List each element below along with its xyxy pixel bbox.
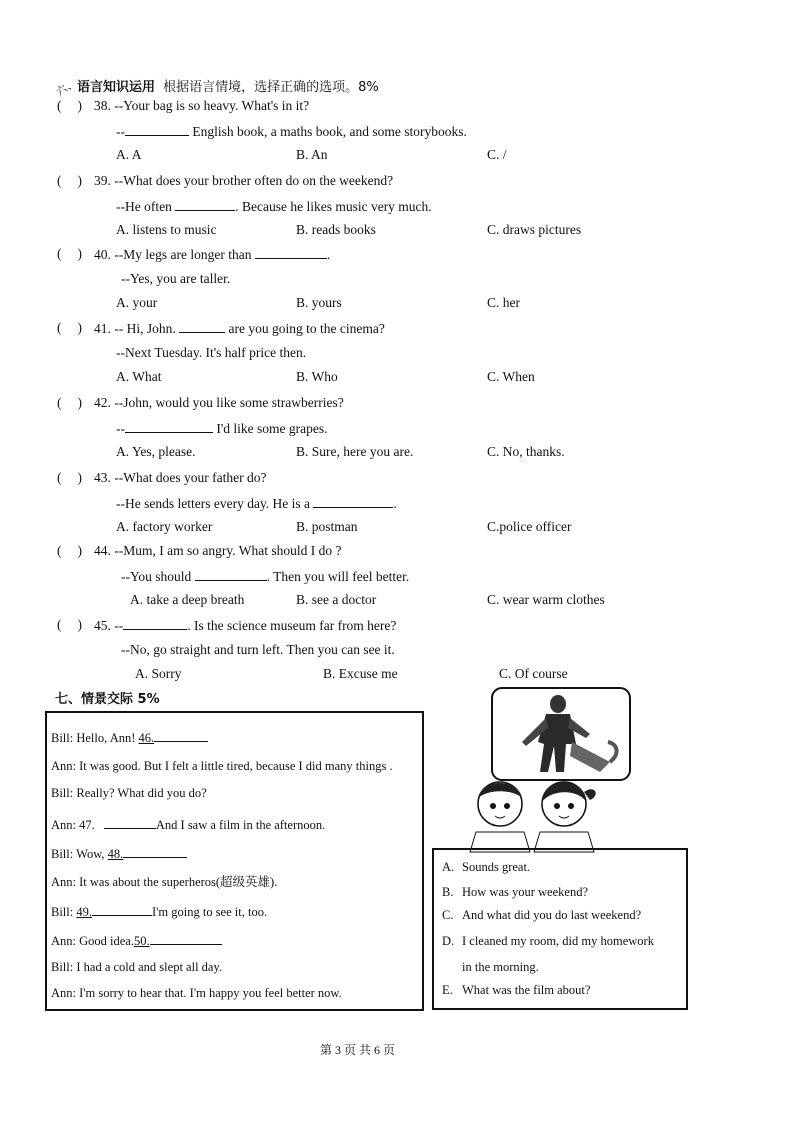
answer-blank[interactable] bbox=[125, 420, 213, 433]
section-title: 语言知识运用 bbox=[77, 80, 156, 95]
choice-text: I cleaned my room, did my homework bbox=[462, 934, 654, 948]
question-number: 42. bbox=[94, 395, 111, 410]
paren-open: ( bbox=[57, 617, 62, 632]
option-c[interactable]: C. When bbox=[487, 369, 535, 384]
answer-paren[interactable] bbox=[57, 98, 82, 114]
paren-close: ) bbox=[77, 617, 82, 632]
paren-open: ( bbox=[57, 470, 62, 485]
question-number: 43. bbox=[94, 470, 111, 485]
paren-close: ) bbox=[77, 395, 82, 410]
question-number: 40. bbox=[94, 247, 111, 262]
answer-blank[interactable] bbox=[154, 729, 208, 742]
dialog-text: Really? What did you do? bbox=[76, 786, 207, 800]
question-text: --John, would you like some strawberries? bbox=[114, 395, 344, 410]
response-line bbox=[121, 642, 395, 658]
answer-paren[interactable] bbox=[57, 395, 82, 411]
choice-a bbox=[442, 860, 530, 875]
option-b[interactable]: B. see a doctor bbox=[296, 592, 377, 607]
paren-open: ( bbox=[57, 320, 62, 335]
answer-paren[interactable] bbox=[57, 320, 82, 336]
response-line bbox=[121, 271, 230, 287]
dialog-text: I'm sorry to hear that. I'm happy you feel better now. bbox=[79, 986, 342, 1000]
response-pre: -- bbox=[116, 421, 125, 436]
option-b[interactable]: B. An bbox=[296, 147, 328, 162]
speaker: Ann: bbox=[51, 934, 76, 948]
choice-letter: A. bbox=[442, 860, 455, 874]
paren-open: ( bbox=[57, 543, 62, 558]
dialog-line bbox=[51, 816, 325, 833]
question-41 bbox=[94, 320, 385, 337]
choice-letter: C. bbox=[442, 908, 454, 922]
response-line bbox=[116, 198, 432, 215]
answer-paren[interactable] bbox=[57, 246, 82, 262]
paren-close: ) bbox=[77, 470, 82, 485]
dialog-text: 47. bbox=[79, 818, 98, 832]
option-c[interactable]: C. wear warm clothes bbox=[487, 592, 605, 607]
choice-text: Sounds great. bbox=[462, 860, 531, 874]
choice-letter: D. bbox=[442, 934, 455, 948]
response-post: I'd like some grapes. bbox=[213, 421, 328, 436]
dialog-line bbox=[51, 786, 207, 801]
paren-open: ( bbox=[57, 98, 62, 113]
dialog-line bbox=[51, 729, 208, 746]
option-a[interactable]: A. listens to music bbox=[116, 222, 217, 237]
speaker: Bill: bbox=[51, 786, 74, 800]
dialog-line bbox=[51, 759, 393, 774]
question-39 bbox=[94, 173, 393, 189]
choice-text: What was the film about? bbox=[462, 983, 591, 997]
section-title: 七、情景交际 5% bbox=[55, 692, 160, 707]
page-number: 第 3 页 共 6 页 bbox=[320, 1043, 396, 1057]
choice-text: How was your weekend? bbox=[462, 885, 589, 899]
dialog-text: Hello, Ann! bbox=[76, 731, 139, 745]
choice-letter: E. bbox=[442, 983, 453, 997]
paren-close: ) bbox=[77, 543, 82, 558]
dialog-choices-box bbox=[432, 848, 688, 1010]
paren-close: ) bbox=[77, 320, 82, 335]
answer-blank[interactable] bbox=[179, 320, 225, 333]
answer-paren[interactable] bbox=[57, 173, 82, 189]
answer-blank[interactable] bbox=[125, 123, 189, 136]
blank-number: 49. bbox=[76, 905, 92, 919]
answer-paren[interactable] bbox=[57, 543, 82, 559]
option-b[interactable]: B. Who bbox=[296, 369, 338, 384]
dialog-line bbox=[51, 986, 342, 1001]
speaker: Ann: bbox=[51, 875, 76, 889]
paren-open: ( bbox=[57, 395, 62, 410]
choice-e bbox=[442, 983, 590, 998]
response-line bbox=[116, 495, 397, 512]
question-number: 44. bbox=[94, 543, 111, 558]
response-pre: --He sends letters every day. He is a bbox=[116, 496, 314, 511]
answer-paren[interactable] bbox=[57, 617, 82, 633]
response-line bbox=[116, 123, 467, 140]
question-number: 45. bbox=[94, 618, 111, 633]
response-pre: --Yes, you are taller. bbox=[121, 271, 231, 286]
speaker: Ann: bbox=[51, 818, 76, 832]
option-c[interactable]: C. / bbox=[487, 147, 507, 162]
paren-close: ) bbox=[77, 173, 82, 188]
question-number: 41. bbox=[94, 321, 111, 336]
dialog-text: Good idea. bbox=[79, 934, 134, 948]
option-b[interactable]: B. Sure, here you are. bbox=[296, 444, 414, 459]
answer-blank[interactable] bbox=[175, 198, 235, 211]
dialog-text: It was about the superheros(超级英雄). bbox=[79, 875, 278, 889]
answer-paren[interactable] bbox=[57, 470, 82, 486]
dialog-line bbox=[51, 845, 187, 862]
section-instruction: 根据语言情境，选择正确的选项。8% bbox=[163, 80, 379, 95]
response-post: . bbox=[393, 496, 397, 511]
question-text: --What does your brother often do on the weekend? bbox=[114, 173, 394, 188]
option-c[interactable]: C. draws pictures bbox=[487, 222, 582, 237]
choice-text: in the morning. bbox=[462, 960, 539, 974]
response-pre: -- bbox=[116, 124, 125, 139]
dialog-text: Wow, bbox=[76, 847, 108, 861]
choice-continuation bbox=[442, 960, 539, 975]
speaker: Bill: bbox=[51, 731, 74, 745]
dialog-line bbox=[51, 903, 267, 920]
option-a[interactable]: A. A bbox=[116, 147, 142, 162]
option-c[interactable]: C. Of course bbox=[499, 666, 568, 681]
option-a[interactable]: A. take a deep breath bbox=[130, 592, 245, 607]
question-42 bbox=[94, 395, 344, 411]
dialog-after: And I saw a film in the afternoon. bbox=[155, 818, 326, 832]
response-line bbox=[116, 420, 328, 437]
option-a[interactable]: A. What bbox=[116, 369, 162, 384]
answer-blank[interactable] bbox=[195, 568, 267, 581]
question-text: --Your bag is so heavy. What's in it? bbox=[114, 98, 310, 113]
question-text: --What does your father do? bbox=[114, 470, 267, 485]
paren-close: ) bbox=[77, 98, 82, 113]
speaker: Bill: bbox=[51, 960, 74, 974]
option-b[interactable]: B. Excuse me bbox=[323, 666, 398, 681]
speaker: Bill: bbox=[51, 847, 74, 861]
option-b[interactable]: B. postman bbox=[296, 519, 358, 534]
response-line bbox=[121, 568, 409, 585]
dialog-text: It was good. But I felt a little tired, because I did many things . bbox=[79, 759, 393, 773]
question-44 bbox=[94, 543, 341, 559]
answer-blank[interactable] bbox=[150, 932, 222, 945]
choice-b bbox=[442, 885, 588, 900]
question-38 bbox=[94, 98, 309, 114]
question-number: 38. bbox=[94, 98, 111, 113]
question-text-post: . bbox=[326, 247, 331, 262]
dialog-line bbox=[51, 872, 277, 890]
option-b[interactable]: B. reads books bbox=[296, 222, 376, 237]
paren-close: ) bbox=[77, 246, 82, 261]
response-post: . Then you will feel better. bbox=[266, 569, 410, 584]
question-45 bbox=[94, 617, 396, 634]
response-pre: --He often bbox=[116, 199, 176, 214]
question-text: --Mum, I am so angry. What should I do ? bbox=[114, 543, 342, 558]
question-40 bbox=[94, 246, 330, 263]
question-text-pre: -- Hi, John. bbox=[114, 321, 180, 336]
option-a[interactable]: A. Sorry bbox=[135, 666, 182, 681]
choice-c bbox=[442, 908, 641, 923]
answer-blank[interactable] bbox=[123, 845, 187, 858]
answer-blank[interactable] bbox=[255, 246, 327, 259]
answer-blank[interactable] bbox=[104, 816, 156, 829]
speaker: Ann: bbox=[51, 986, 76, 1000]
answer-blank[interactable] bbox=[92, 903, 152, 916]
blank-number: 46. bbox=[138, 731, 155, 745]
option-b[interactable]: B. yours bbox=[296, 295, 342, 310]
speaker: Bill: bbox=[51, 905, 74, 919]
question-text: --My legs are longer than bbox=[114, 247, 255, 262]
response-pre: --You should bbox=[121, 569, 195, 584]
girl-figure bbox=[534, 782, 596, 852]
paren-open: ( bbox=[57, 173, 62, 188]
paren-open: ( bbox=[57, 246, 62, 261]
option-a[interactable]: A. Yes, please. bbox=[116, 444, 196, 459]
children-watching-film-illustration bbox=[460, 684, 700, 854]
question-43 bbox=[94, 470, 266, 486]
response-pre: --No, go straight and turn left. Then you can see it. bbox=[121, 642, 395, 657]
question-text-post: are you going to the cinema? bbox=[225, 321, 385, 336]
response-post: . Because he likes music very much. bbox=[235, 199, 432, 214]
section-number: 六、 bbox=[53, 75, 80, 100]
blank-number: 50. bbox=[133, 934, 150, 948]
dialog-text: I had a cold and slept all day. bbox=[76, 960, 223, 974]
response-pre: --Next Tuesday. It's half price then. bbox=[116, 345, 307, 360]
dialog-line bbox=[51, 932, 222, 949]
response-post: English book, a maths book, and some storybooks. bbox=[189, 124, 467, 139]
dialog-after: I'm going to see it, too. bbox=[151, 905, 268, 919]
dialog-line bbox=[51, 960, 222, 975]
choice-d bbox=[442, 934, 654, 949]
response-line bbox=[116, 345, 306, 361]
option-a[interactable]: A. factory worker bbox=[116, 519, 213, 534]
choice-letter: B. bbox=[442, 885, 454, 899]
answer-blank[interactable] bbox=[313, 495, 393, 508]
dialog-box bbox=[45, 711, 424, 1011]
question-text-post: . Is the science museum far from here? bbox=[187, 618, 397, 633]
answer-blank[interactable] bbox=[123, 617, 187, 630]
section-7-header bbox=[55, 688, 160, 707]
boy-figure bbox=[470, 782, 530, 852]
section-6-header bbox=[53, 75, 379, 100]
choice-text: And what did you do last weekend? bbox=[462, 908, 642, 922]
question-number: 39. bbox=[94, 173, 111, 188]
option-a[interactable]: A. your bbox=[116, 295, 158, 310]
speaker: Ann: bbox=[51, 759, 76, 773]
blank-number: 48. bbox=[107, 847, 124, 861]
option-c[interactable]: C. No, thanks. bbox=[487, 444, 565, 459]
option-c[interactable]: C.police officer bbox=[487, 519, 572, 534]
option-c[interactable]: C. her bbox=[487, 295, 520, 310]
question-text-pre: -- bbox=[114, 618, 124, 633]
